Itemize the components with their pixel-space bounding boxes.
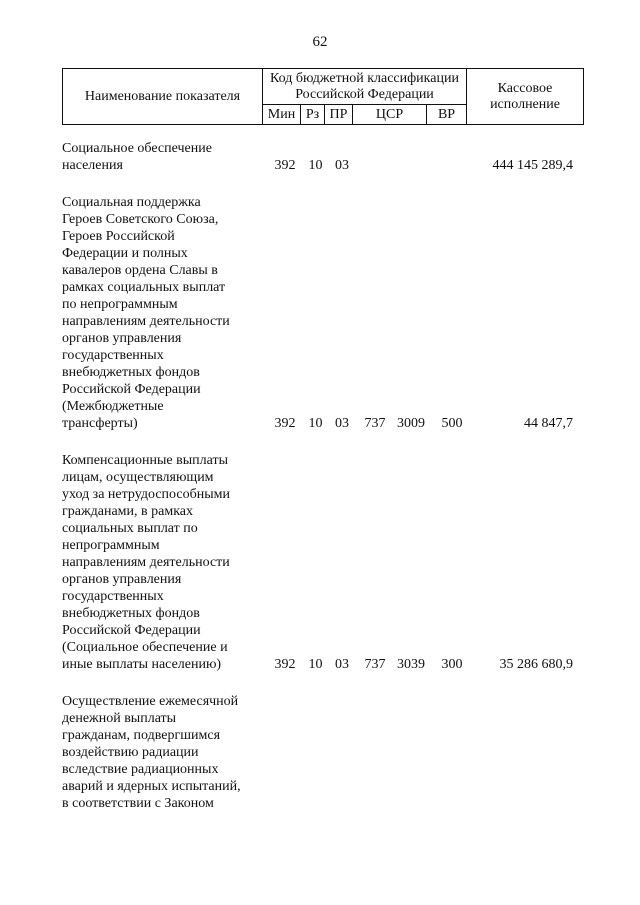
header-name-col: Наименование показателя [63,69,263,125]
row-amount: 444 145 289,4 [492,158,573,173]
header-pr: ПР [325,105,353,125]
row-vr: 500 [441,416,463,431]
row-name: Осуществление ежемесячной денежной выплаты гражданам, подвергшимся воздействию радиации вследствие радиационных аварий и ядерных испытаний, в соответствии с Законом [62,694,241,811]
row-csr-part2: 3039 [397,657,425,672]
row-min: 392 [274,158,296,173]
header-vr: ВР [427,105,467,125]
row-amount: 35 286 680,9 [499,657,573,672]
table-body [62,140,583,832]
row-csr-part1: 737 [364,416,386,431]
row-min: 392 [274,657,296,672]
header-rz: Рз [301,105,325,125]
header-amount-col: Кассовое исполнение [467,69,584,125]
row-min: 392 [274,416,296,431]
row-rz: 10 [308,657,323,672]
table-row [62,140,583,174]
table-row [62,693,583,812]
header-min: Мин [263,105,301,125]
table-row [62,452,583,673]
row-name: Социальное обеспечение населения [62,141,212,173]
row-csr-part1: 737 [364,657,386,672]
row-amount: 44 847,7 [524,416,573,431]
row-pr: 03 [335,158,349,173]
table-header [62,68,584,125]
row-pr: 03 [335,657,349,672]
header-csr: ЦСР [353,105,427,125]
row-csr-part2: 3009 [397,416,425,431]
row-vr: 300 [441,657,463,672]
row-rz: 10 [308,158,323,173]
header-code-group: Код бюджетной классификации Российской Федерации [263,69,467,105]
row-rz: 10 [308,416,323,431]
row-name: Компенсационные выплаты лицам, осуществляющим уход за нетрудоспособными гражданами, в рамках социальных выплат по непрограммным направлениям деятельности органов управления государственных внебюджетных фондов Российской Федерации (Социальное обеспечение и иные выплаты населению) [62,453,230,672]
page-number: 62 [312,34,328,50]
row-name: Социальная поддержка Героев Советского Союза, Героев Российской Федерации и полных кавалеров ордена Славы в рамках социальных выплат по непрограммным направлениям деятельности органов управления государственных внебюджетных фондов Российской Федерации (Межбюджетные трансферты) [62,195,230,431]
row-pr: 03 [335,416,349,431]
table-row [62,194,583,432]
